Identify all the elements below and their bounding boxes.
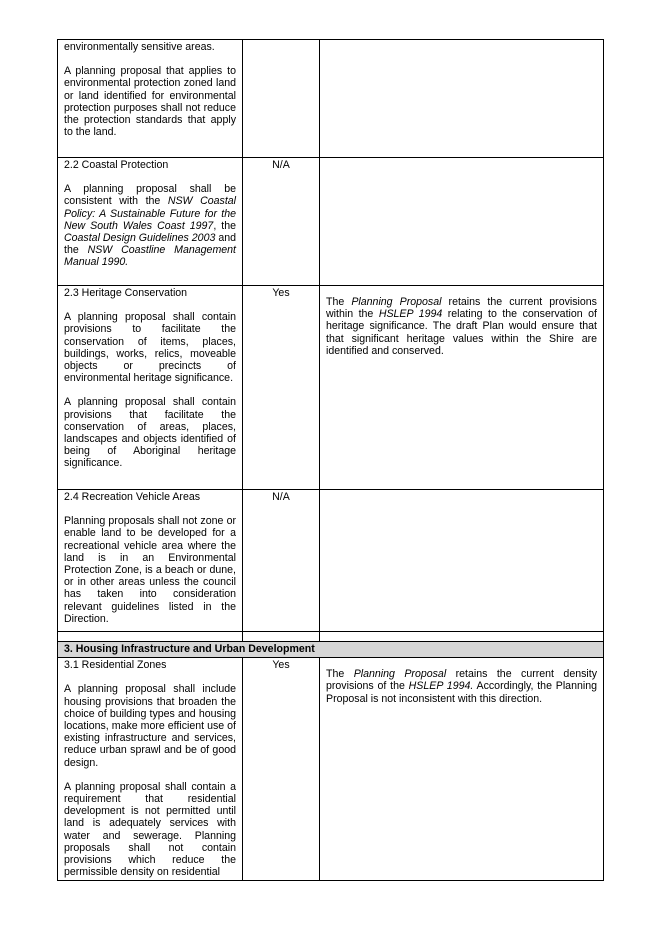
comment-cell — [320, 490, 604, 632]
direction-cell — [58, 490, 243, 632]
status-cell: N/A — [243, 158, 320, 286]
direction-text: A planning proposal shall include housing provisions that broaden the choice of building types and housing locations, make more efficient use of existing infrastructure and services, reduce urban sprawl and be of good design. — [64, 683, 236, 769]
table-row — [58, 632, 604, 642]
direction-cell — [58, 158, 243, 286]
comment-cell — [320, 286, 604, 490]
direction-title: 3.1 Residential Zones — [64, 659, 167, 672]
direction-text: A planning proposal shall be consistent with the NSW Coastal Policy: A Sustainable Future for the New South Wales Coast 1997, the Coastal Design Guidelines 2003 and the NSW Coastline Management Manual 1990. — [64, 183, 237, 269]
table-row — [58, 490, 604, 632]
comment-cell — [320, 158, 604, 286]
direction-cell — [58, 658, 243, 881]
comment-cell — [320, 658, 604, 881]
table-row — [58, 286, 604, 490]
table-row — [58, 40, 604, 158]
direction-title: 2.3 Heritage Conservation — [64, 287, 188, 299]
direction-text: A planning proposal that applies to environmental protection zoned land or land identified for environmental protection purposes shall not reduce the protection standards that apply to the land. — [64, 65, 236, 139]
direction-cell — [58, 286, 243, 490]
direction-title: 2.2 Coastal Protection — [64, 159, 169, 171]
table-row — [58, 158, 604, 286]
comment-cell — [320, 40, 604, 158]
direction-text: A planning proposal shall contain a requirement that residential development is not permitted until land is adequately services with water and sewerage. Planning proposals shall not contain provisions which reduce the permissible density on residential — [64, 780, 236, 879]
comment-text: The Planning Proposal retains the current density provisions of the HSLEP 1994. Accordingly, the Planning Proposal is not inconsistent with this direction. — [326, 668, 597, 705]
direction-text: A planning proposal shall contain provisions to facilitate the conservation of items, places, buildings, works, relics, moveable objects or precincts of environmental heritage significance. — [64, 311, 236, 385]
status-cell: N/A — [243, 490, 320, 632]
comment-text: The Planning Proposal retains the current provisions within the HSLEP 1994 relating to the conservation of heritage significance. The draft Plan would ensure that that significant heritage values within the Shire are identified and conserved. — [326, 296, 597, 357]
direction-text: A planning proposal shall contain provisions that facilitate the conservation of areas, places, landscapes and objects identified of being of Aboriginal heritage significance. — [64, 396, 236, 470]
status-cell — [243, 40, 320, 158]
direction-text: environmentally sensitive areas. — [64, 41, 215, 53]
status-cell: Yes — [243, 658, 320, 881]
section-header-row — [58, 642, 604, 658]
consistency-table — [57, 39, 604, 881]
direction-text: Planning proposals shall not zone or enable land to be developed for a recreational vehicle area where the land is in an Environmental Protection Zone, is a beach or dune, or in other areas unless the council has taken into consideration relevant guidelines listed in the Direction. — [64, 515, 236, 625]
section-heading: 3. Housing Infrastructure and Urban Development — [58, 642, 604, 658]
direction-cell — [58, 40, 243, 158]
table-row — [58, 658, 604, 881]
direction-title: 2.4 Recreation Vehicle Areas — [64, 491, 201, 503]
status-cell: Yes — [243, 286, 320, 490]
